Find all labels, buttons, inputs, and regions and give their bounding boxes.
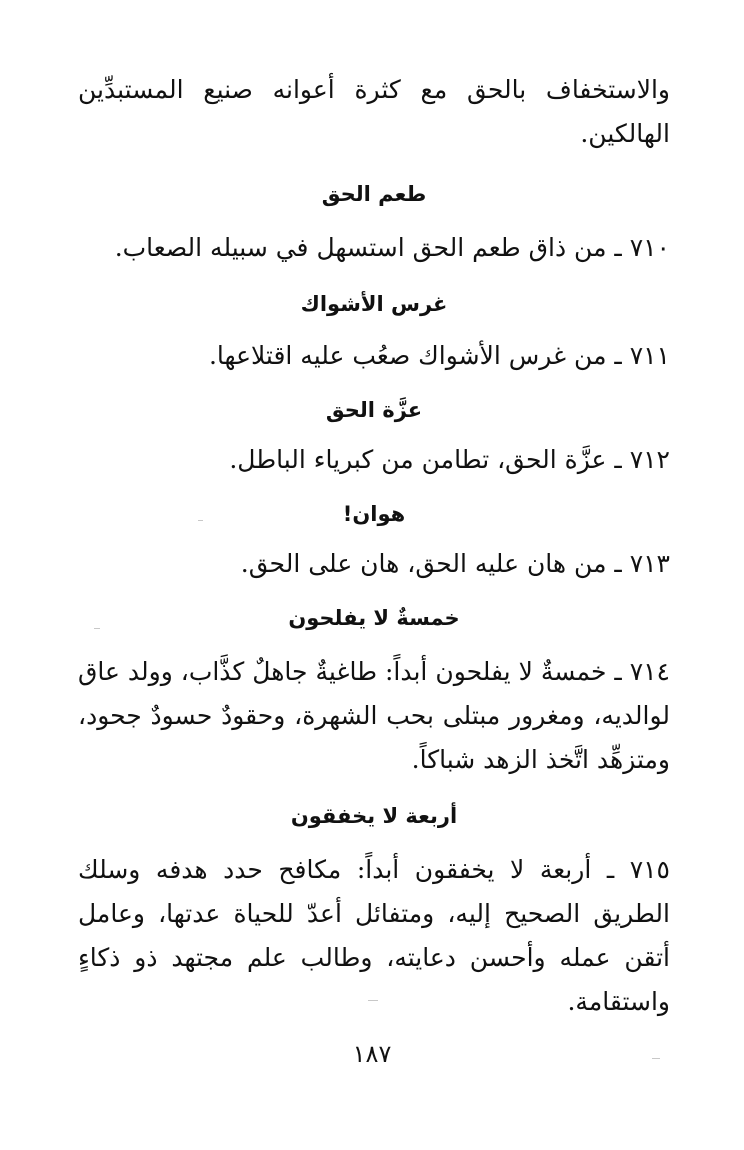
entry-714: ٧١٤ ـ خمسةٌ لا يفلحون أبداً: طاغيةٌ جاهلٌ كذَّاب، وولد عاق لوالديه، ومغرور مبتلى بحب الشهرة، وحقودٌ حسودٌ جحود، ومتزهِّد اتَّخذ الزهد شباكاً. [78,657,670,774]
entry-710: ٧١٠ ـ من ذاق طعم الحق استسهل في سبيله الصعاب. [114,233,670,262]
entry-713: ٧١٣ ـ من هان عليه الحق، هان على الحق. [240,549,670,578]
scan-speck [368,1000,378,1001]
section-heading-planting-thorns: غرس الأشواك [300,292,448,316]
intro-paragraph: والاستخفاف بالحق مع كثرة أعوانه صنيع المستبدِّين الهالكين. [78,75,670,148]
page-number: ١٨٧ [352,1040,392,1068]
entry-712: ٧١٢ ـ عزَّة الحق، تطامن من كبرياء الباطل. [229,445,670,474]
entry-715: ٧١٥ ـ أربعة لا يخفقون أبداً: مكافح حدد هدفه وسلك الطريق الصحيح إليه، ومتفائل أعدّ للحياة عدتها، وعامل أتقن عمله وأحسن دعايته، وطالب علم مجتهد ذو ذكاءٍ واستقامة. [78,855,670,1016]
scan-speck [198,520,203,521]
book-page [78,68,670,1024]
section-heading-glory-of-truth: عزَّة الحق [325,398,423,422]
entry-711: ٧١١ ـ من غرس الأشواك صعُب عليه اقتلاعها. [208,341,670,370]
scan-speck [94,628,100,629]
scan-speck [652,1058,660,1059]
section-heading-five-never-succeed: خمسةٌ لا يفلحون [288,606,460,630]
section-heading-four-never-fail: أربعة لا يخفقون [290,804,458,828]
section-heading-disdain: هوان! [342,502,406,526]
section-heading-taste-of-truth: طعم الحق [321,182,427,206]
